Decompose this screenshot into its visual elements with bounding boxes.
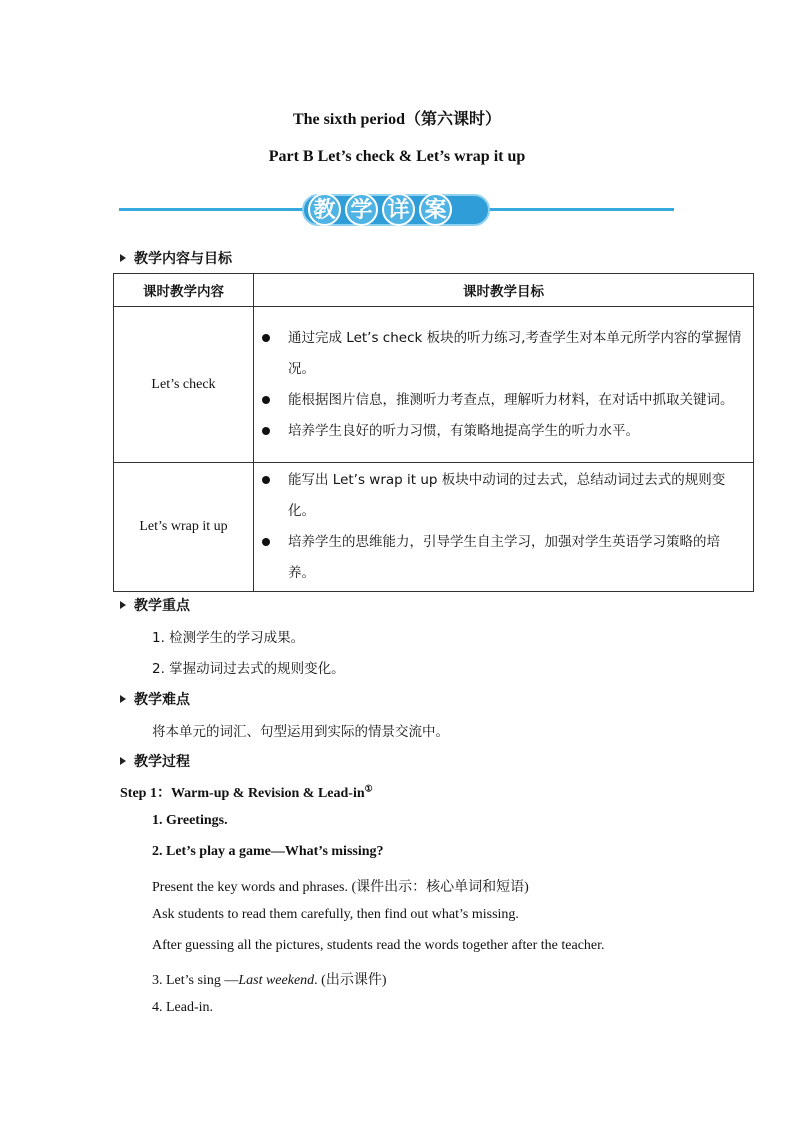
section-heading-content-goals: 教学内容与目标 (120, 248, 232, 268)
step-text-ask: Ask students to read them carefully, then find out what’s missing. (152, 907, 519, 922)
triangle-bullet-icon (120, 757, 126, 765)
key-point-item: 2. 掌握动词过去式的规则变化。 (152, 661, 345, 677)
table-header-row (114, 274, 754, 307)
step-item-greetings: 1. Greetings. (152, 813, 228, 828)
lesson-cell: Let’s wrap it up (114, 463, 254, 592)
footnote-marker: ① (364, 783, 373, 794)
table-header-cell: 课时教学内容 (114, 274, 254, 307)
section-heading-difficulties: 教学难点 (120, 689, 190, 709)
banner-pill (302, 194, 490, 226)
key-point-item: 1. 检测学生的学习成果。 (152, 630, 305, 646)
triangle-bullet-icon (120, 695, 126, 703)
triangle-bullet-icon (120, 601, 126, 609)
banner-char: 详 (382, 193, 415, 226)
table-row (114, 307, 754, 463)
difficulty-text: 将本单元的词汇、句型运用到实际的情景交流中。 (152, 724, 449, 740)
list-item: 能写出 Let’s wrap it up 板块中动词的过去式，总结动词过去式的规则变化。 (260, 465, 745, 527)
section-banner (119, 192, 674, 232)
section-heading-process: 教学过程 (120, 751, 190, 771)
step-item-leadin: 4. Lead-in. (152, 1000, 214, 1015)
table-header-cell: 课时教学目标 (254, 274, 754, 307)
banner-char: 教 (308, 193, 341, 226)
list-item: 培养学生良好的听力习惯，有策略地提高学生的听力水平。 (260, 416, 745, 447)
objectives-cell (254, 463, 754, 592)
step-item-game: 2. Let’s play a game—What’s missing? (152, 844, 384, 859)
triangle-bullet-icon (120, 254, 126, 262)
song-title: Last weekend (238, 973, 315, 988)
table-row (114, 463, 754, 592)
page-title: The sixth period（第六课时） (292, 111, 502, 128)
section-heading-key-points: 教学重点 (120, 595, 190, 615)
bullet-icon (262, 538, 270, 546)
lesson-cell: Let’s check (114, 307, 254, 463)
step-text-after: After guessing all the pictures, students read the words together after the teacher. (152, 938, 605, 953)
list-item: 能根据图片信息，推测听力考查点，理解听力材料，在对话中抓取关键词。 (260, 385, 745, 416)
step-heading: Step 1：Warm-up & Revision & Lead-in① (120, 783, 373, 801)
bullet-icon (262, 396, 270, 404)
banner-char: 学 (345, 193, 378, 226)
banner-char: 案 (419, 193, 452, 226)
goals-table (113, 273, 754, 592)
bullet-icon (262, 476, 270, 484)
list-item: 通过完成 Let’s check 板块的听力练习,考查学生对本单元所学内容的掌握情况。 (260, 323, 745, 385)
step-item-sing: 3. Let’s sing —Last weekend. (出示课件) (152, 973, 387, 988)
bullet-icon (262, 427, 270, 435)
step-text-present: Present the key words and phrases. (课件出示：核心单词和短语) (152, 880, 529, 895)
list-item: 培养学生的思维能力，引导学生自主学习，加强对学生英语学习策略的培养。 (260, 527, 745, 589)
bullet-icon (262, 334, 270, 342)
page-subtitle: Part B Let’s check & Let’s wrap it up (268, 148, 526, 165)
objectives-cell (254, 307, 754, 463)
